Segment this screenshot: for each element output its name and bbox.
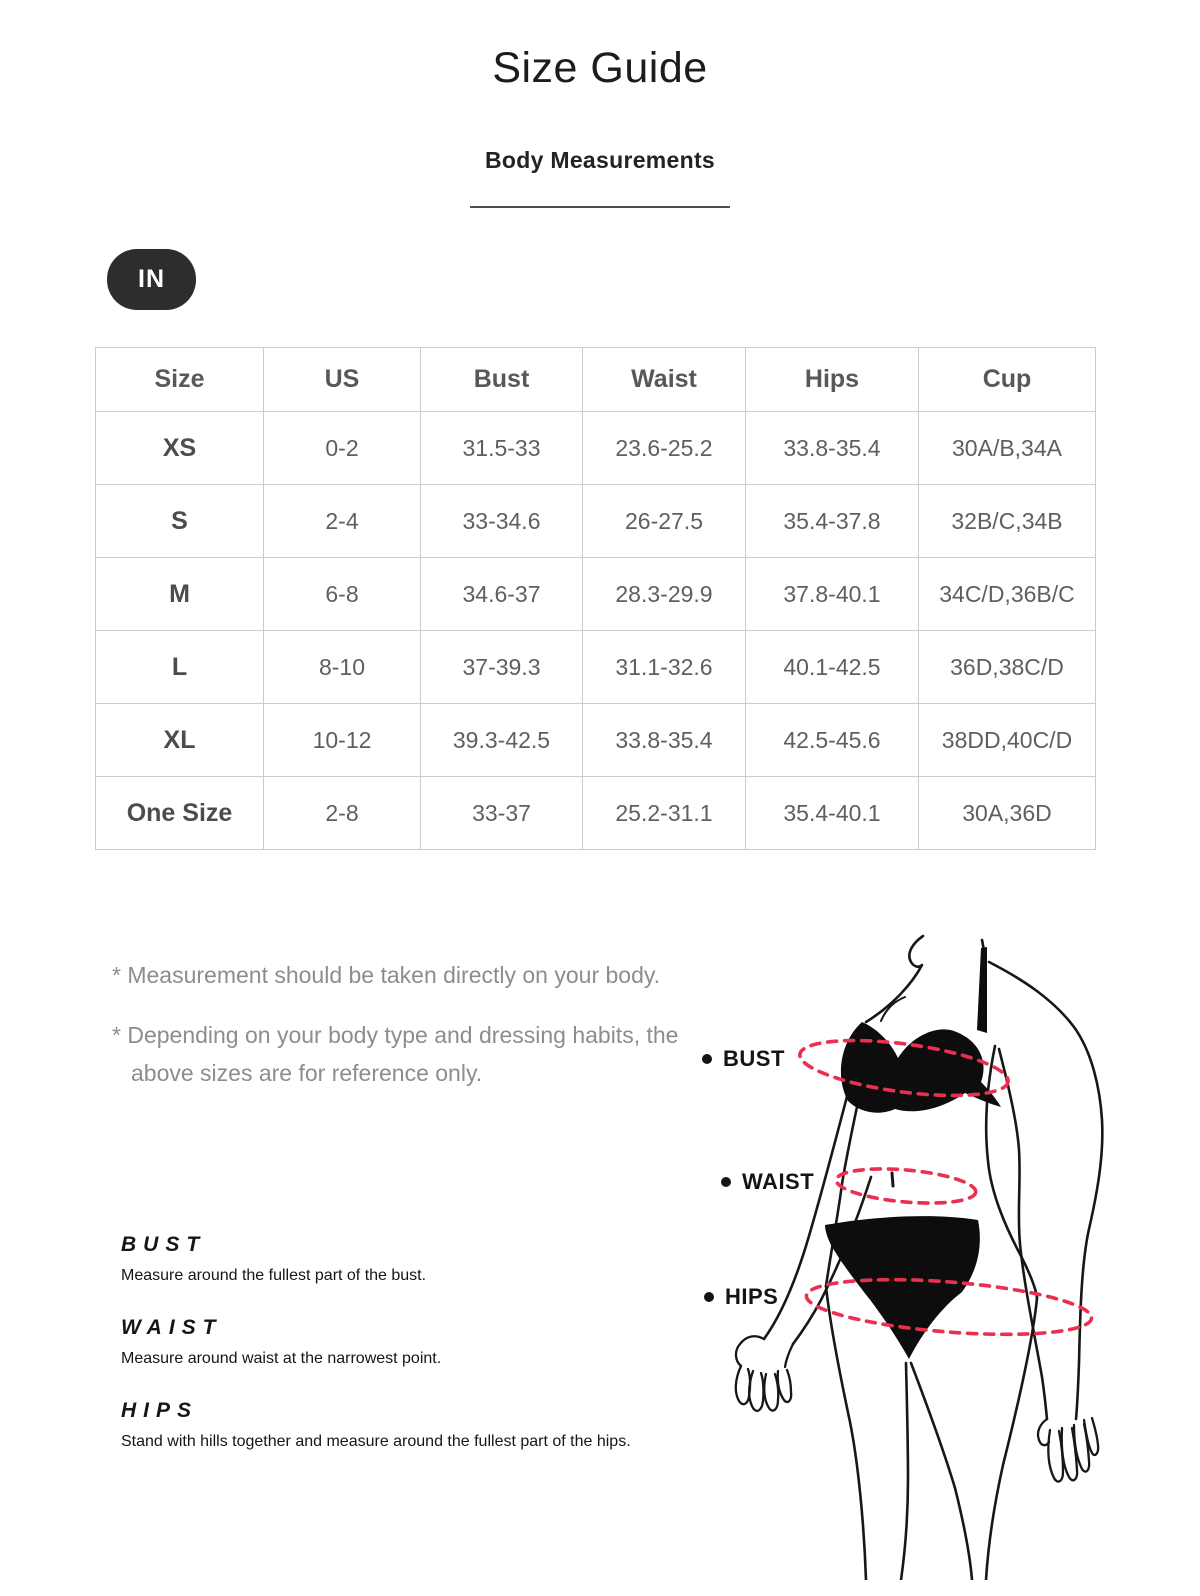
measure-term-hips: HIPS (121, 1399, 199, 1422)
cell-waist: 23.6-25.2 (583, 412, 746, 485)
table-row (96, 777, 1096, 850)
cell-cup: 38DD,40C/D (919, 704, 1096, 777)
left-leg-inner (901, 1363, 908, 1580)
diagram-label-hips (704, 1284, 778, 1310)
section-subtitle: Body Measurements (484, 147, 716, 173)
subtitle-underline (470, 206, 730, 208)
cell-hips: 42.5-45.6 (746, 704, 919, 777)
right-leg-inner (911, 1363, 972, 1580)
measure-guide (121, 1233, 666, 1482)
panties-shape (825, 1216, 980, 1359)
cell-size: XL (96, 704, 264, 777)
cell-us: 2-4 (264, 485, 421, 558)
waist-tape-ellipse (835, 1164, 977, 1208)
left-hand-finger (764, 1374, 778, 1411)
bullet-dot-icon (702, 1054, 712, 1064)
left-hand-finger (749, 1371, 763, 1411)
cell-us: 8-10 (264, 631, 421, 704)
col-header-waist: Waist (583, 348, 746, 412)
cell-waist: 31.1-32.6 (583, 631, 746, 704)
cell-waist: 25.2-31.1 (583, 777, 746, 850)
col-header-bust: Bust (421, 348, 583, 412)
cell-bust: 34.6-37 (421, 558, 583, 631)
left-hand-finger (736, 1366, 750, 1404)
cell-size: One Size (96, 777, 264, 850)
neck-left-line (866, 936, 923, 1022)
bra-shape (841, 1022, 1001, 1113)
right-arm-outer (989, 962, 1102, 1419)
bullet-dot-icon (704, 1292, 714, 1302)
cell-size: L (96, 631, 264, 704)
measure-term-bust: BUST (121, 1233, 207, 1256)
size-table (95, 347, 1096, 850)
cell-waist: 26-27.5 (583, 485, 746, 558)
bullet-dot-icon (721, 1177, 731, 1187)
col-header-size: Size (96, 348, 264, 412)
diagram-label-bust (702, 1046, 785, 1072)
right-arm-inner (999, 1049, 1047, 1419)
bra-strap-shape (977, 947, 987, 1033)
unit-toggle-in[interactable]: IN (107, 249, 196, 310)
cell-cup: 32B/C,34B (919, 485, 1096, 558)
cell-us: 0-2 (264, 412, 421, 485)
cell-hips: 33.8-35.4 (746, 412, 919, 485)
measure-desc-waist: Measure around waist at the narrowest point. (121, 1350, 442, 1367)
table-row (96, 558, 1096, 631)
cell-bust: 31.5-33 (421, 412, 583, 485)
diagram-label-text: WAIST (742, 1169, 815, 1194)
table-row (96, 704, 1096, 777)
cell-hips: 40.1-42.5 (746, 631, 919, 704)
measure-term-waist: WAIST (121, 1316, 223, 1339)
measurement-notes (112, 956, 712, 1114)
right-hand-thumb (1038, 1419, 1049, 1445)
body-figure-svg (690, 900, 1150, 1580)
left-hand-finger (778, 1370, 791, 1402)
cell-cup: 36D,38C/D (919, 631, 1096, 704)
right-hand-finger (1084, 1418, 1098, 1455)
cell-us: 6-8 (264, 558, 421, 631)
cell-size: M (96, 558, 264, 631)
right-leg-outer (986, 1298, 1037, 1580)
col-header-cup: Cup (919, 348, 1096, 412)
table-row (96, 412, 1096, 485)
diagram-label-waist (721, 1169, 814, 1195)
table-row (96, 485, 1096, 558)
cell-hips: 35.4-40.1 (746, 777, 919, 850)
hips-tape-ellipse (804, 1271, 1093, 1343)
diagram-label-text: BUST (723, 1046, 785, 1071)
measure-desc-bust: Measure around the fullest part of the bust. (121, 1267, 427, 1284)
cell-cup: 30A,36D (919, 777, 1096, 850)
note-line: * Measurement should be taken directly on your body. (112, 962, 661, 988)
cell-bust: 39.3-42.5 (421, 704, 583, 777)
left-thigh-outer (826, 1286, 866, 1580)
note-line: * Depending on your body type and dressing habits, the above sizes are for reference only. (112, 1022, 679, 1086)
cell-hips: 37.8-40.1 (746, 558, 919, 631)
cell-us: 10-12 (264, 704, 421, 777)
navel-mark (892, 1173, 893, 1186)
cell-us: 2-8 (264, 777, 421, 850)
table-row (96, 631, 1096, 704)
cell-waist: 33.8-35.4 (583, 704, 746, 777)
left-wrist-line (785, 1344, 793, 1367)
cell-bust: 37-39.3 (421, 631, 583, 704)
cell-size: XS (96, 412, 264, 485)
cell-bust: 33-34.6 (421, 485, 583, 558)
cell-cup: 30A/B,34A (919, 412, 1096, 485)
body-figure-illustration (690, 900, 1150, 1580)
table-header-row (96, 348, 1096, 412)
col-header-hips: Hips (746, 348, 919, 412)
torso-right-contour (986, 1046, 1037, 1298)
measure-desc-hips: Stand with hills together and measure around the fullest part of the hips. (121, 1433, 631, 1450)
col-header-us: US (264, 348, 421, 412)
diagram-label-text: HIPS (725, 1284, 779, 1309)
page-title: Size Guide (492, 44, 708, 92)
cell-hips: 35.4-37.8 (746, 485, 919, 558)
cell-waist: 28.3-29.9 (583, 558, 746, 631)
cell-bust: 33-37 (421, 777, 583, 850)
cell-cup: 34C/D,36B/C (919, 558, 1096, 631)
cell-size: S (96, 485, 264, 558)
left-hand (736, 1336, 764, 1366)
